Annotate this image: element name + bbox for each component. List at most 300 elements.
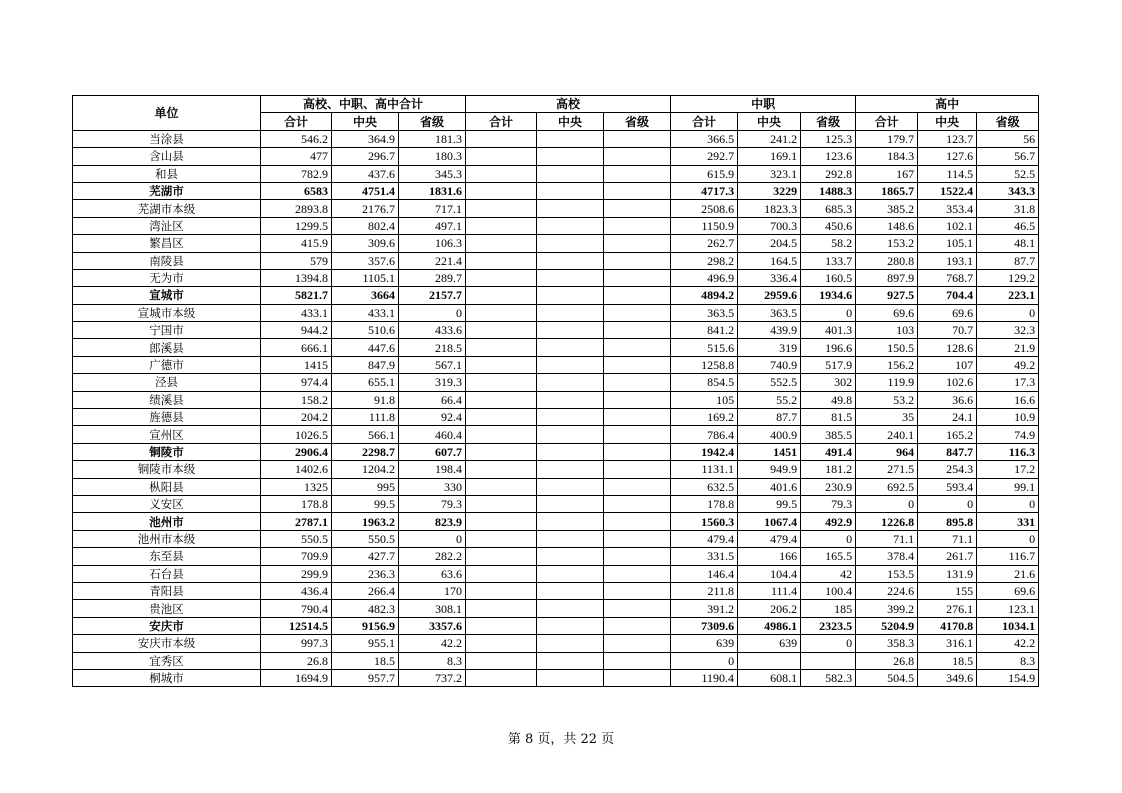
row-value-cell: 91.8	[332, 391, 399, 408]
row-value-cell: 103	[856, 322, 918, 339]
row-value-cell: 71.1	[918, 530, 977, 547]
row-value-cell: 181.3	[399, 130, 466, 147]
table-row	[73, 391, 1039, 408]
header-subcol: 合计	[261, 113, 332, 130]
row-value-cell: 221.4	[399, 252, 466, 269]
row-value-cell: 847.9	[332, 356, 399, 373]
row-value-cell	[537, 252, 604, 269]
row-value-cell: 582.3	[801, 669, 856, 686]
row-value-cell: 123.6	[801, 148, 856, 165]
row-value-cell: 353.4	[918, 200, 977, 217]
row-value-cell	[466, 252, 537, 269]
row-value-cell	[466, 130, 537, 147]
row-unit-name: 贵池区	[73, 600, 261, 617]
row-value-cell: 18.5	[332, 652, 399, 669]
row-value-cell	[537, 443, 604, 460]
row-value-cell	[537, 652, 604, 669]
table-row	[73, 461, 1039, 478]
row-value-cell: 1942.4	[671, 443, 738, 460]
row-value-cell	[537, 391, 604, 408]
row-value-cell: 102.1	[918, 217, 977, 234]
row-value-cell	[604, 548, 671, 565]
row-value-cell: 364.9	[332, 130, 399, 147]
row-value-cell: 179.7	[856, 130, 918, 147]
row-value-cell: 241.2	[738, 130, 801, 147]
header-subcol: 中央	[738, 113, 801, 130]
row-value-cell: 107	[918, 356, 977, 373]
row-value-cell: 35	[856, 409, 918, 426]
table-row	[73, 148, 1039, 165]
row-value-cell	[604, 269, 671, 286]
row-value-cell: 26.8	[261, 652, 332, 669]
row-value-cell	[604, 287, 671, 304]
header-subcol: 省级	[604, 113, 671, 130]
row-value-cell: 180.3	[399, 148, 466, 165]
row-value-cell	[466, 548, 537, 565]
header-group-zhongzhi: 中职	[671, 96, 856, 113]
row-value-cell: 282.2	[399, 548, 466, 565]
row-value-cell: 56	[977, 130, 1039, 147]
row-unit-name: 绩溪县	[73, 391, 261, 408]
row-unit-name: 含山县	[73, 148, 261, 165]
row-value-cell: 105	[671, 391, 738, 408]
row-unit-name: 南陵县	[73, 252, 261, 269]
row-value-cell: 156.2	[856, 356, 918, 373]
row-value-cell	[466, 461, 537, 478]
row-value-cell: 477	[261, 148, 332, 165]
row-value-cell: 949.9	[738, 461, 801, 478]
row-value-cell: 116.7	[977, 548, 1039, 565]
row-unit-name: 安庆市	[73, 617, 261, 634]
row-value-cell: 4170.8	[918, 617, 977, 634]
row-value-cell: 181.2	[801, 461, 856, 478]
row-value-cell	[466, 339, 537, 356]
row-unit-name: 泾县	[73, 374, 261, 391]
row-value-cell: 515.6	[671, 339, 738, 356]
table-row	[73, 287, 1039, 304]
row-value-cell: 42.2	[399, 635, 466, 652]
row-value-cell: 666.1	[261, 339, 332, 356]
row-value-cell: 119.9	[856, 374, 918, 391]
table-row	[73, 426, 1039, 443]
row-value-cell	[604, 217, 671, 234]
row-value-cell: 4894.2	[671, 287, 738, 304]
row-unit-name: 繁昌区	[73, 235, 261, 252]
row-value-cell: 204.2	[261, 409, 332, 426]
row-value-cell: 782.9	[261, 165, 332, 182]
row-value-cell: 1226.8	[856, 513, 918, 530]
row-value-cell	[537, 600, 604, 617]
row-value-cell	[537, 148, 604, 165]
table-row	[73, 652, 1039, 669]
row-value-cell	[466, 426, 537, 443]
table-row	[73, 200, 1039, 217]
row-value-cell: 491.4	[801, 443, 856, 460]
row-value-cell	[604, 530, 671, 547]
row-unit-name: 安庆市本级	[73, 635, 261, 652]
row-value-cell: 185	[801, 600, 856, 617]
row-unit-name: 郎溪县	[73, 339, 261, 356]
row-value-cell: 8.3	[977, 652, 1039, 669]
row-value-cell: 230.9	[801, 478, 856, 495]
row-value-cell: 69.6	[856, 304, 918, 321]
row-unit-name: 青阳县	[73, 582, 261, 599]
row-value-cell: 302	[801, 374, 856, 391]
row-value-cell: 42.2	[977, 635, 1039, 652]
row-value-cell: 125.3	[801, 130, 856, 147]
row-value-cell: 146.4	[671, 565, 738, 582]
row-value-cell	[801, 652, 856, 669]
row-value-cell	[466, 669, 537, 686]
row-value-cell: 552.5	[738, 374, 801, 391]
row-value-cell: 700.3	[738, 217, 801, 234]
table-row	[73, 130, 1039, 147]
row-value-cell: 204.5	[738, 235, 801, 252]
row-value-cell: 566.1	[332, 426, 399, 443]
row-value-cell: 450.6	[801, 217, 856, 234]
row-value-cell: 319	[738, 339, 801, 356]
row-value-cell: 24.1	[918, 409, 977, 426]
row-unit-name: 枞阳县	[73, 478, 261, 495]
row-value-cell: 3229	[738, 182, 801, 199]
row-value-cell: 957.7	[332, 669, 399, 686]
row-value-cell: 740.9	[738, 356, 801, 373]
row-value-cell	[537, 426, 604, 443]
row-value-cell: 266.4	[332, 582, 399, 599]
row-value-cell	[604, 495, 671, 512]
row-value-cell	[604, 391, 671, 408]
row-value-cell: 1131.1	[671, 461, 738, 478]
table-row	[73, 322, 1039, 339]
row-value-cell: 357.6	[332, 252, 399, 269]
row-value-cell: 1299.5	[261, 217, 332, 234]
row-value-cell: 166	[738, 548, 801, 565]
row-value-cell	[537, 565, 604, 582]
row-value-cell: 399.2	[856, 600, 918, 617]
row-value-cell: 3664	[332, 287, 399, 304]
row-value-cell: 153.5	[856, 565, 918, 582]
row-value-cell: 550.5	[261, 530, 332, 547]
row-value-cell: 496.9	[671, 269, 738, 286]
row-value-cell: 153.2	[856, 235, 918, 252]
row-value-cell: 415.9	[261, 235, 332, 252]
row-value-cell	[604, 322, 671, 339]
row-value-cell	[537, 287, 604, 304]
row-value-cell: 319.3	[399, 374, 466, 391]
row-value-cell: 254.3	[918, 461, 977, 478]
row-value-cell: 106.3	[399, 235, 466, 252]
row-value-cell: 308.1	[399, 600, 466, 617]
row-value-cell: 155	[918, 582, 977, 599]
row-value-cell: 58.2	[801, 235, 856, 252]
header-group-total: 高校、中职、高中合计	[261, 96, 466, 113]
row-value-cell: 854.5	[671, 374, 738, 391]
row-value-cell: 1150.9	[671, 217, 738, 234]
row-value-cell: 74.9	[977, 426, 1039, 443]
table-body	[73, 130, 1039, 687]
row-value-cell	[537, 322, 604, 339]
row-value-cell: 55.2	[738, 391, 801, 408]
row-value-cell: 1190.4	[671, 669, 738, 686]
table-row	[73, 217, 1039, 234]
row-value-cell: 206.2	[738, 600, 801, 617]
row-value-cell: 0	[399, 530, 466, 547]
row-value-cell	[537, 478, 604, 495]
row-value-cell: 99.5	[738, 495, 801, 512]
row-value-cell: 42	[801, 565, 856, 582]
row-value-cell	[466, 495, 537, 512]
row-value-cell: 261.7	[918, 548, 977, 565]
row-value-cell: 802.4	[332, 217, 399, 234]
row-value-cell: 439.9	[738, 322, 801, 339]
header-row-groups	[73, 96, 1039, 113]
row-value-cell: 1415	[261, 356, 332, 373]
row-value-cell	[537, 582, 604, 599]
header-unit: 单位	[73, 96, 261, 131]
row-value-cell: 1865.7	[856, 182, 918, 199]
row-value-cell: 1560.3	[671, 513, 738, 530]
row-value-cell	[604, 565, 671, 582]
row-value-cell	[537, 617, 604, 634]
row-value-cell: 5204.9	[856, 617, 918, 634]
row-value-cell	[466, 443, 537, 460]
row-value-cell: 1394.8	[261, 269, 332, 286]
row-value-cell: 69.6	[977, 582, 1039, 599]
row-value-cell: 49.2	[977, 356, 1039, 373]
row-value-cell: 343.3	[977, 182, 1039, 199]
row-value-cell: 685.3	[801, 200, 856, 217]
row-value-cell: 104.4	[738, 565, 801, 582]
row-value-cell: 170	[399, 582, 466, 599]
row-value-cell	[604, 339, 671, 356]
row-unit-name: 铜陵市本级	[73, 461, 261, 478]
page-footer: 第 8 页，共 22 页	[507, 732, 615, 747]
row-value-cell: 955.1	[332, 635, 399, 652]
row-value-cell: 87.7	[738, 409, 801, 426]
row-value-cell: 111.4	[738, 582, 801, 599]
row-value-cell	[604, 130, 671, 147]
table-row	[73, 269, 1039, 286]
header-subcol: 中央	[332, 113, 399, 130]
header-subcol: 中央	[918, 113, 977, 130]
row-unit-name: 宣城市本级	[73, 304, 261, 321]
row-value-cell: 497.1	[399, 217, 466, 234]
row-value-cell	[466, 269, 537, 286]
row-value-cell	[466, 374, 537, 391]
row-value-cell: 79.3	[801, 495, 856, 512]
row-value-cell	[466, 600, 537, 617]
row-value-cell: 0	[801, 304, 856, 321]
row-value-cell: 178.8	[261, 495, 332, 512]
row-value-cell	[466, 565, 537, 582]
header-subcol: 合计	[856, 113, 918, 130]
row-value-cell: 21.6	[977, 565, 1039, 582]
row-value-cell: 974.4	[261, 374, 332, 391]
row-value-cell: 593.4	[918, 478, 977, 495]
row-value-cell: 31.8	[977, 200, 1039, 217]
row-value-cell: 193.1	[918, 252, 977, 269]
row-value-cell: 639	[738, 635, 801, 652]
table-row	[73, 513, 1039, 530]
row-value-cell	[604, 635, 671, 652]
table-row	[73, 356, 1039, 373]
row-value-cell	[537, 409, 604, 426]
budget-table	[72, 95, 1039, 687]
row-value-cell: 0	[399, 304, 466, 321]
row-value-cell	[604, 356, 671, 373]
row-value-cell: 218.5	[399, 339, 466, 356]
row-value-cell: 299.9	[261, 565, 332, 582]
row-value-cell: 964	[856, 443, 918, 460]
row-value-cell: 1325	[261, 478, 332, 495]
row-value-cell: 158.2	[261, 391, 332, 408]
row-value-cell: 1026.5	[261, 426, 332, 443]
row-value-cell: 276.1	[918, 600, 977, 617]
table-row	[73, 565, 1039, 582]
row-value-cell: 99.1	[977, 478, 1039, 495]
row-value-cell: 1258.8	[671, 356, 738, 373]
row-value-cell: 289.7	[399, 269, 466, 286]
row-value-cell: 692.5	[856, 478, 918, 495]
row-unit-name: 旌德县	[73, 409, 261, 426]
row-value-cell: 567.1	[399, 356, 466, 373]
row-value-cell	[466, 287, 537, 304]
row-value-cell: 479.4	[671, 530, 738, 547]
row-value-cell: 482.3	[332, 600, 399, 617]
row-value-cell	[466, 235, 537, 252]
row-value-cell: 116.3	[977, 443, 1039, 460]
row-value-cell: 169.1	[738, 148, 801, 165]
row-unit-name: 宣城市	[73, 287, 261, 304]
row-value-cell	[466, 409, 537, 426]
row-unit-name: 义安区	[73, 495, 261, 512]
row-value-cell	[466, 582, 537, 599]
row-value-cell: 997.3	[261, 635, 332, 652]
row-value-cell: 131.9	[918, 565, 977, 582]
row-value-cell: 2298.7	[332, 443, 399, 460]
row-value-cell	[466, 356, 537, 373]
row-value-cell	[604, 252, 671, 269]
table-row	[73, 443, 1039, 460]
row-value-cell: 66.4	[399, 391, 466, 408]
row-value-cell	[466, 652, 537, 669]
row-value-cell: 271.5	[856, 461, 918, 478]
row-value-cell: 1451	[738, 443, 801, 460]
row-value-cell	[537, 304, 604, 321]
row-value-cell: 437.6	[332, 165, 399, 182]
row-value-cell: 292.8	[801, 165, 856, 182]
table-row	[73, 182, 1039, 199]
row-value-cell: 123.7	[918, 130, 977, 147]
row-value-cell: 331	[977, 513, 1039, 530]
row-value-cell: 615.9	[671, 165, 738, 182]
row-value-cell: 70.7	[918, 322, 977, 339]
row-value-cell: 296.7	[332, 148, 399, 165]
row-value-cell	[466, 513, 537, 530]
row-value-cell: 737.2	[399, 669, 466, 686]
row-value-cell: 704.4	[918, 287, 977, 304]
row-value-cell: 995	[332, 478, 399, 495]
row-value-cell	[537, 495, 604, 512]
row-value-cell: 280.8	[856, 252, 918, 269]
table-row	[73, 235, 1039, 252]
row-value-cell: 330	[399, 478, 466, 495]
row-value-cell: 366.5	[671, 130, 738, 147]
row-value-cell: 0	[801, 635, 856, 652]
row-value-cell: 847.7	[918, 443, 977, 460]
row-value-cell	[537, 339, 604, 356]
row-value-cell: 0	[918, 495, 977, 512]
row-value-cell	[537, 182, 604, 199]
row-value-cell: 436.4	[261, 582, 332, 599]
row-value-cell: 0	[671, 652, 738, 669]
row-value-cell	[604, 513, 671, 530]
row-unit-name: 广德市	[73, 356, 261, 373]
row-value-cell	[604, 200, 671, 217]
row-value-cell: 3357.6	[399, 617, 466, 634]
row-value-cell: 460.4	[399, 426, 466, 443]
row-value-cell: 510.6	[332, 322, 399, 339]
row-value-cell: 2176.7	[332, 200, 399, 217]
row-unit-name: 桐城市	[73, 669, 261, 686]
table-row	[73, 374, 1039, 391]
row-value-cell: 841.2	[671, 322, 738, 339]
row-value-cell: 52.5	[977, 165, 1039, 182]
row-value-cell: 1402.6	[261, 461, 332, 478]
row-value-cell: 81.5	[801, 409, 856, 426]
row-value-cell: 944.2	[261, 322, 332, 339]
row-unit-name: 芜湖市本级	[73, 200, 261, 217]
row-value-cell: 1034.1	[977, 617, 1039, 634]
row-value-cell: 165.5	[801, 548, 856, 565]
row-value-cell: 87.7	[977, 252, 1039, 269]
row-value-cell: 128.6	[918, 339, 977, 356]
row-value-cell: 2906.4	[261, 443, 332, 460]
header-subcol: 省级	[977, 113, 1039, 130]
table-row	[73, 165, 1039, 182]
row-value-cell: 363.5	[738, 304, 801, 321]
row-value-cell	[604, 409, 671, 426]
table-row	[73, 339, 1039, 356]
row-value-cell	[537, 530, 604, 547]
row-value-cell: 46.5	[977, 217, 1039, 234]
row-value-cell: 8.3	[399, 652, 466, 669]
row-value-cell	[537, 461, 604, 478]
row-value-cell: 363.5	[671, 304, 738, 321]
row-value-cell: 639	[671, 635, 738, 652]
row-value-cell: 165.2	[918, 426, 977, 443]
row-value-cell: 345.3	[399, 165, 466, 182]
row-value-cell: 164.5	[738, 252, 801, 269]
row-value-cell: 79.3	[399, 495, 466, 512]
row-value-cell: 1694.9	[261, 669, 332, 686]
row-value-cell	[537, 217, 604, 234]
row-value-cell	[604, 652, 671, 669]
row-value-cell: 1963.2	[332, 513, 399, 530]
row-value-cell: 4751.4	[332, 182, 399, 199]
row-value-cell: 433.1	[261, 304, 332, 321]
row-value-cell: 18.5	[918, 652, 977, 669]
row-value-cell: 92.4	[399, 409, 466, 426]
row-value-cell: 336.4	[738, 269, 801, 286]
row-value-cell	[604, 426, 671, 443]
row-value-cell: 309.6	[332, 235, 399, 252]
row-value-cell: 0	[977, 304, 1039, 321]
row-unit-name: 铜陵市	[73, 443, 261, 460]
row-value-cell: 401.3	[801, 322, 856, 339]
row-unit-name: 池州市本级	[73, 530, 261, 547]
row-value-cell	[537, 356, 604, 373]
